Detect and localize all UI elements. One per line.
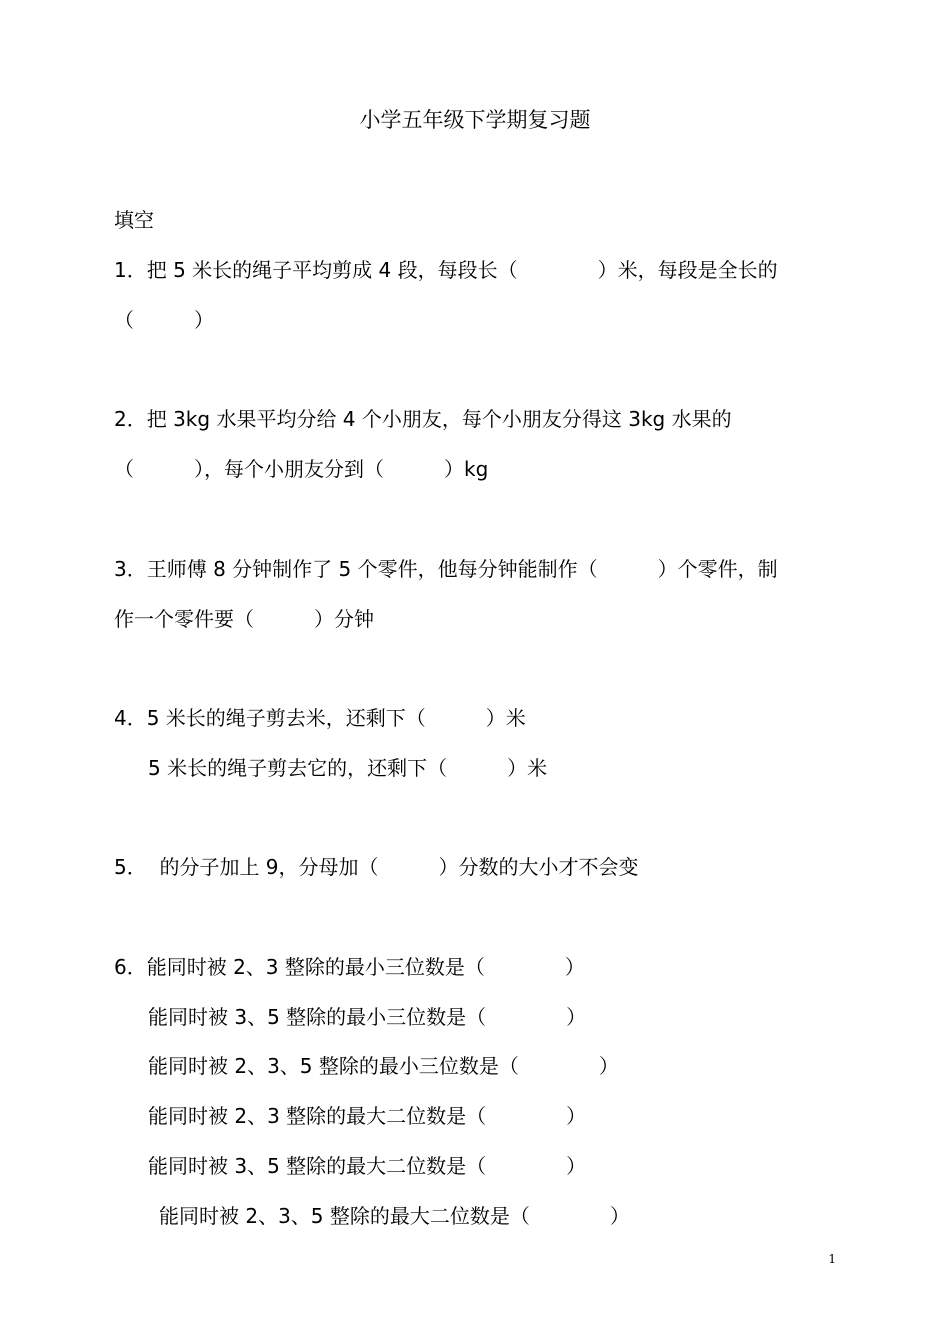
question-4-line-2: 5 米长的绳子剪去它的，还剩下（ ）米 bbox=[148, 756, 548, 780]
question-2-line-2: （ ），每个小朋友分到（ ）kg bbox=[114, 457, 489, 481]
question-4-line-1: 4．5 米长的绳子剪去米，还剩下（ ）米 bbox=[114, 706, 526, 730]
question-1-line-2: （ ） bbox=[114, 308, 214, 332]
question-3-line-2: 作一个零件要（ ）分钟 bbox=[114, 607, 374, 631]
question-6-line-4: 能同时被 2、3 整除的最大二位数是（ ） bbox=[148, 1104, 587, 1128]
question-6-line-5: 能同时被 3、5 整除的最大二位数是（ ） bbox=[148, 1154, 587, 1178]
section-heading: 填空 bbox=[114, 208, 154, 232]
question-6-line-2: 能同时被 3、5 整除的最小三位数是（ ） bbox=[148, 1005, 587, 1029]
question-2-line-1: 2．把 3kg 水果平均分给 4 个小朋友，每个小朋友分得这 3kg 水果的 bbox=[114, 407, 732, 431]
question-6-line-1: 6．能同时被 2、3 整除的最小三位数是（ ） bbox=[114, 955, 585, 979]
question-6-line-3: 能同时被 2、3、5 整除的最小三位数是（ ） bbox=[148, 1054, 619, 1078]
question-6-line-6: 能同时被 2、3、5 整除的最大二位数是（ ） bbox=[159, 1204, 630, 1228]
page-number: 1 bbox=[828, 1252, 836, 1266]
question-3-line-1: 3．王师傅 8 分钟制作了 5 个零件，他每分钟能制作（ ）个零件，制 bbox=[114, 557, 778, 581]
document-title: 小学五年级下学期复习题 bbox=[359, 108, 591, 132]
question-1-line-1: 1．把 5 米长的绳子平均剪成 4 段，每段长（ ）米，每段是全长的 bbox=[114, 258, 778, 282]
question-5-line-1: 5． 的分子加上 9，分母加（ ）分数的大小才不会变 bbox=[114, 855, 639, 879]
